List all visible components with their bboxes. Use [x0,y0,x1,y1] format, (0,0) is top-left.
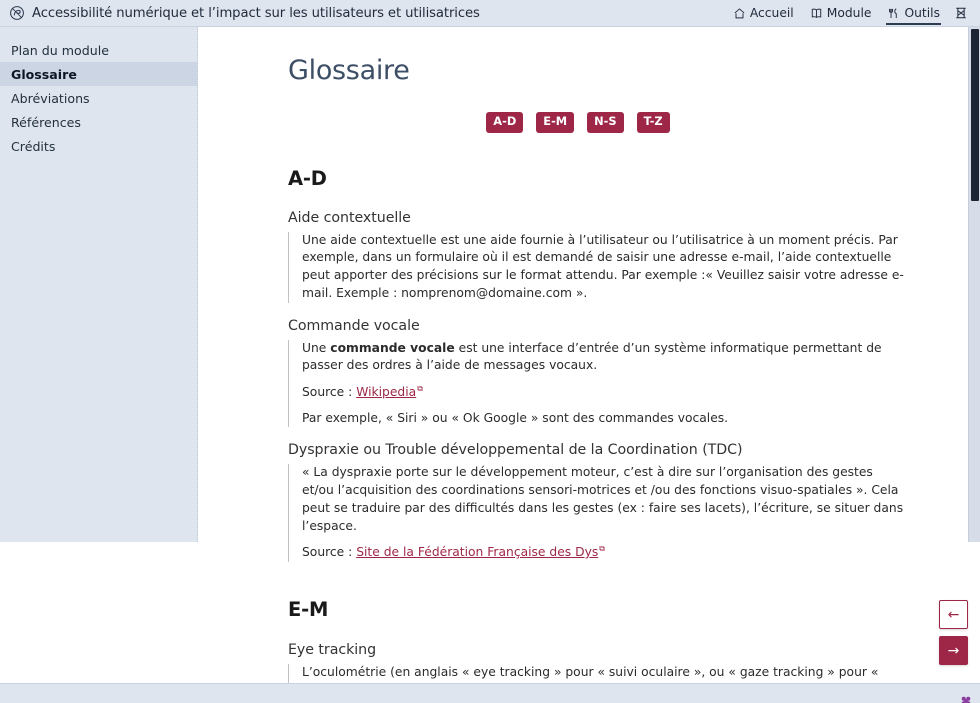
source-label: Source : [302,385,357,399]
home-icon [733,7,746,20]
external-link-icon: ⧉ [417,383,423,393]
glossary-term-commande-vocale: Commande vocale [288,317,420,334]
page-navigation-buttons [939,600,968,665]
topnav-item-module[interactable] [802,0,880,27]
book-icon [810,7,823,20]
letter-button-e-m[interactable]: E-M [536,112,574,133]
top-navigation [725,0,980,27]
sidebar-item-abreviations[interactable]: Abréviations [11,90,90,106]
arrow-left-icon: ← [947,606,960,623]
topnav-item-accueil[interactable] [725,0,802,27]
letter-button-a-d[interactable]: A-D [486,112,523,133]
glossary-definition-aide-contextuelle [288,232,908,303]
definition-tail: est une interface d’entrée d’un système informatique permettant de passer des ordres à l’aide de messages vocaux. [302,340,882,373]
letter-button-t-z[interactable]: T-Z [637,112,670,133]
topnav-label-module: Module [826,6,872,20]
top-app-bar [0,0,980,27]
page-title: Glossaire [288,55,410,86]
definition-paragraph: Une aide contextuelle est une aide fournie à l’utilisateur ou l’utilisatrice à un moment précis. Par exemple, dans un formulaire où il est demandé de saisir une adresse e-mail, l’aide contextuelle peut apporter des précisions sur le format attendu. Par exemple :« Veuillez saisir votre adresse e-mail. Exemple : nomprenom@domaine.com ». [302,232,904,300]
fullscreen-expand-icon[interactable] [948,0,974,27]
glossary-term-eye-tracking: Eye tracking [288,642,377,659]
glossary-term-dyspraxie: Dyspraxie ou Trouble développemental de la Coordination (TDC) [288,442,743,459]
bottom-bar [0,683,980,703]
definition-bold-term: commande vocale [330,340,455,355]
glossary-term-aide-contextuelle: Aide contextuelle [288,209,411,226]
next-page-button[interactable] [939,636,968,665]
sidebar-item-plan-du-module[interactable]: Plan du module [11,42,109,58]
scrollbar-thumb[interactable] [971,29,979,201]
definition-source-line [302,543,908,562]
previous-page-button[interactable] [939,600,968,629]
source-label: Source : [302,545,357,560]
source-link-wikipedia[interactable]: Wikipedia [356,385,417,399]
definition-paragraph: « La dyspraxie porte sur le développement moteur, c’est à dire sur l’organisation des gestes et/ou l’acquisition des coordinations sensori-motrices et /ou des fonctions visuo-spatiales ». Cela peut se traduire par des difficultés dans les gestes (ex : faire ses lacets), l’écriture, se situer dans l’espace. [302,465,904,533]
definition-source-line [302,383,908,402]
section-heading-a-d: A-D [288,166,327,190]
sidebar-item-glossaire[interactable]: Glossaire [0,62,197,86]
brand [0,5,480,21]
content-wrapper [198,27,968,699]
glossary-definition-commande-vocale [288,340,908,428]
sidebar-item-credits[interactable]: Crédits [11,138,56,154]
sidebar-item-references[interactable]: Références [11,114,81,130]
letter-button-n-s[interactable]: N-S [587,112,623,133]
app-title: Accessibilité numérique et l’impact sur les utilisateurs et utilisatrices [32,5,480,21]
definition-paragraph: L’oculométrie (en anglais « eye tracking » pour « suivi oculaire », ou « gaze tracking » pour « [302,665,879,680]
tools-icon [887,7,900,20]
definition-paragraph [302,340,908,375]
definition-example: Par exemple, « Siri » ou « Ok Google » sont des commandes vocales. [302,410,729,425]
accessibility-widget-icon[interactable] [959,694,972,703]
letter-range-nav [288,112,908,133]
circle-monogram-icon [9,5,25,21]
section-heading-e-m: E-M [288,598,329,622]
source-link-federation-francaise-des-dys[interactable]: Site de la Fédération Française des Dys [356,545,599,560]
main-content [198,27,968,680]
arrow-right-icon: → [947,642,960,659]
topnav-item-outils[interactable] [879,0,948,27]
definition-lead: Une [302,340,331,355]
sidebar [0,27,198,542]
topnav-label-accueil: Accueil [749,6,794,20]
external-link-icon: ⧉ [599,544,605,554]
vertical-scrollbar[interactable] [968,27,980,542]
topnav-label-outils: Outils [904,6,940,20]
glossary-definition-dyspraxie [288,464,908,562]
